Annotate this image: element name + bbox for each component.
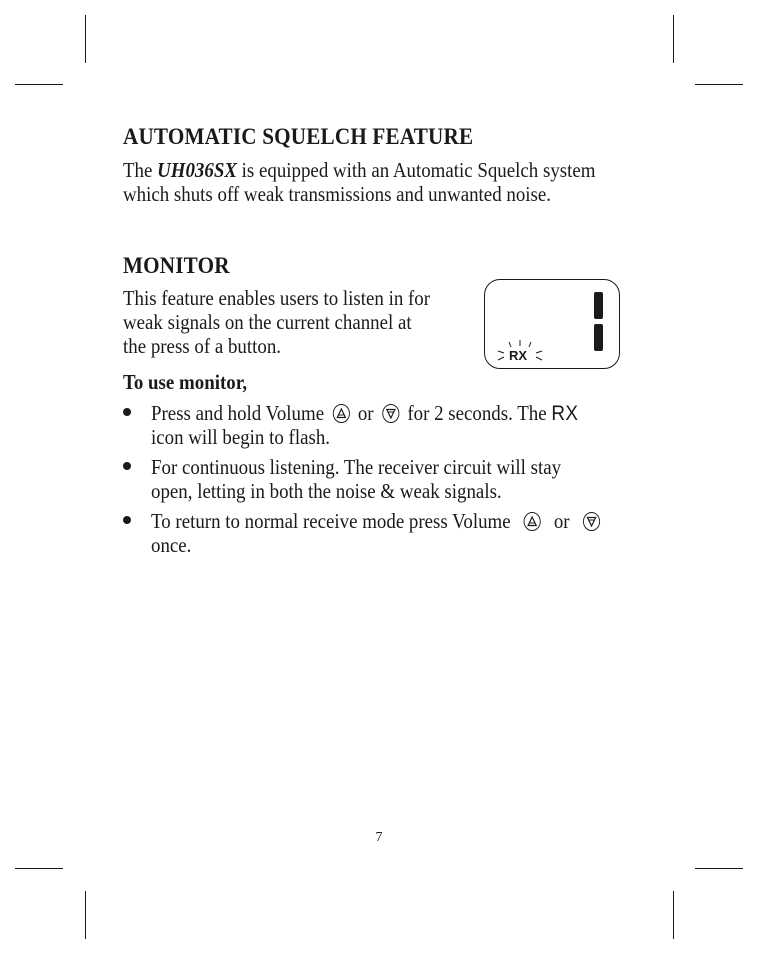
squelch-description-line-2: which shuts off weak transmissions and unwanted noise. <box>123 182 551 206</box>
monitor-intro-line-2: weak signals on the current channel at <box>123 310 412 334</box>
lcd-digit-segment-lower <box>594 324 603 351</box>
bullet-2-dot <box>123 462 131 470</box>
crop-mark-top-left-vertical <box>85 15 86 63</box>
bullet-1-line-2: icon will begin to flash. <box>151 425 331 449</box>
bullet-1-dot <box>123 408 131 416</box>
volume-up-key-icon <box>524 512 541 531</box>
crop-mark-top-right-vertical <box>673 15 674 63</box>
bullet-3-line-1: To return to normal receive mode press Volume or <box>151 509 603 533</box>
to-use-monitor-subheading: To use monitor, <box>123 370 248 394</box>
automatic-squelch-heading: AUTOMATIC SQUELCH FEATURE <box>123 124 474 149</box>
bullet-2-line-2: open, letting in both the noise & weak signals. <box>151 479 502 503</box>
bullet-2-line-1: For continuous listening. The receiver circuit will stay <box>151 455 562 479</box>
model-name: UH036SX <box>157 158 237 182</box>
crop-mark-top-right-horizontal <box>695 84 743 85</box>
monitor-intro-line-3: the press of a button. <box>123 334 281 358</box>
rx-icon-text: RX <box>551 402 579 425</box>
bullet-3-line-2: once. <box>151 533 192 557</box>
monitor-intro-line-1: This feature enables users to listen in for <box>123 286 431 310</box>
squelch-description-line-1: The UH036SX is equipped with an Automatic Squelch system <box>123 158 596 182</box>
lcd-display-illustration <box>484 279 620 369</box>
crop-mark-bottom-left-horizontal <box>15 868 63 869</box>
monitor-heading: MONITOR <box>123 253 230 278</box>
bullet-3-dot <box>123 516 131 524</box>
page-number: 7 <box>375 830 383 845</box>
crop-mark-bottom-right-vertical <box>673 891 674 939</box>
lcd-digit-segment-upper <box>594 292 603 319</box>
crop-mark-bottom-right-horizontal <box>695 868 743 869</box>
volume-down-key-icon <box>382 404 399 423</box>
lcd-rx-indicator: RX <box>509 348 528 363</box>
volume-down-key-icon <box>583 512 600 531</box>
crop-mark-bottom-left-vertical <box>85 891 86 939</box>
bullet-1-line-1: Press and hold Volume or for 2 seconds. The RX <box>151 401 579 425</box>
crop-mark-top-left-horizontal <box>15 84 63 85</box>
volume-up-key-icon <box>332 404 349 423</box>
